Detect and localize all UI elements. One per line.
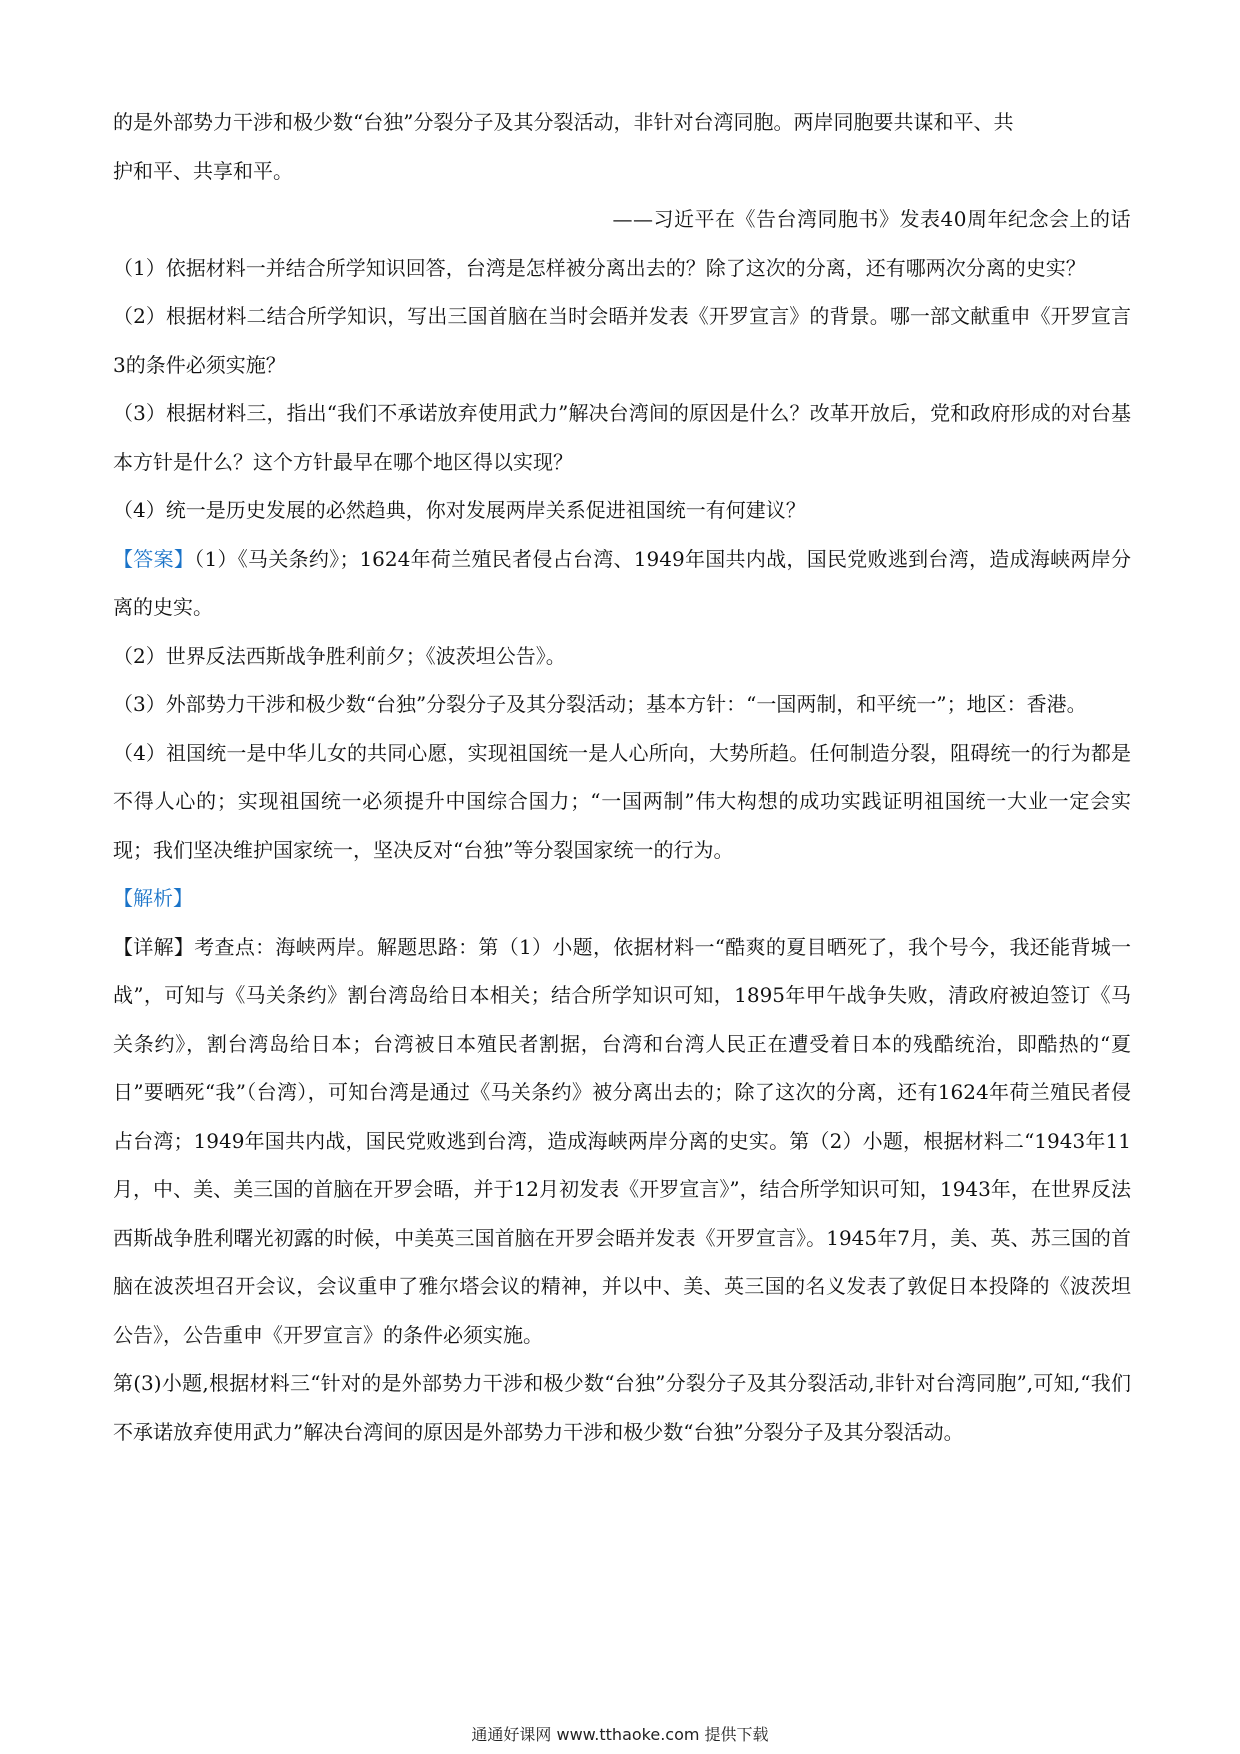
answer-item-4: （4）祖国统一是中华儿女的共同心愿，实现祖国统一是人心所向，大势所趋。任何制造分裂，阻碍统一的行为都是不得人心的；实现祖国统一必须提升中国综合国力；“一国两制”伟大构想的成功实践证明祖国统一大业一定会实现；我们坚决维护国家统一，坚决反对“台独”等分裂国家统一的行为。 bbox=[113, 740, 1131, 862]
answer-item-3: （3）外部势力干涉和极少数“台独”分裂分子及其分裂活动；基本方针：“一国两制，和平统一”；地区：香港。 bbox=[113, 692, 1087, 716]
answer-text-1: （1）《马关条约》；1624年荷兰殖民者侵占台湾、1949年国共内战，国民党败逃到台湾，造成海峡两岸分离的史实。 bbox=[113, 546, 1131, 619]
question-1: （1）依据材料一并结合所学知识回答，台湾是怎样被分离出去的？除了这次的分离，还有哪两次分离的史实？ bbox=[113, 255, 1086, 280]
question-3: （3）根据材料三，指出“我们不承诺放弃使用武力”解决台湾间的原因是什么？改革开放后，党和政府形成的对台基本方针是什么？这个方针最早在哪个地区得以实现？ bbox=[113, 401, 1131, 474]
document-content bbox=[113, 98, 1131, 1456]
question-2: （2）根据材料二结合所学知识，写出三国首脑在当时会晤并发表《开罗宣言》的背景。哪一部文献重申《开罗宣言3的条件必须实施？ bbox=[113, 304, 1131, 377]
answer-tag: 【答案】 bbox=[113, 546, 195, 571]
material-tail-line-2: 护和平、共享和平。 bbox=[113, 158, 293, 183]
answer-item-1 bbox=[113, 535, 1131, 632]
analysis-tag: 【解析】 bbox=[113, 886, 193, 910]
material-source: ——习近平在《告台湾同胞书》发表40周年纪念会上的话 bbox=[612, 207, 1131, 231]
detail-tag: 【详解】 bbox=[113, 934, 195, 959]
material-tail-line-1: 的是外部势力干涉和极少数“台独”分裂分子及其分裂活动，非针对台湾同胞。两岸同胞要共谋和平、共 bbox=[113, 110, 1014, 134]
question-4: （4）统一是历史发展的必然趋典，你对发展两岸关系促进祖国统一有何建议？ bbox=[113, 498, 806, 522]
analysis-text-1: 考查点：海峡两岸。解题思路：第（1）小题，依据材料一“酷爽的夏目晒死了，我个号今，我还能背城一战”，可知与《马关条约》割台湾岛给日本相关；结合所学知识可知，1895年甲午战争失败，清政府被迫签订《马关条约》，割台湾岛给日本；台湾被日本殖民者割据，台湾和台湾人民正在遭受着日本的残酷统治，即酷热的“夏日”要晒死“我”（台湾），可知台湾是通过《马关条约》被分离出去的；除了这次的分离，还有1624年荷兰殖民者侵占台湾；1949年国共内战，国民党败逃到台湾，造成海峡两岸分离的史实。第（2）小题，根据材料二“1943年11月，中、美、美三国的首脑在开罗会晤，并于12月初发表《开罗宣言》”，结合所学知识可知，1943年，在世界反法西斯战争胜利曙光初露的时候，中美英三国首脑在开罗会晤并发表《开罗宣言》。1945年7月，美、英、苏三国的首脑在波茨坦召开会议，会议重申了雅尔塔会议的精神，并以中、美、英三国的名义发表了敦促日本投降的《波茨坦公告》，公告重申《开罗宣言》的条件必须实施。 bbox=[113, 934, 1132, 1347]
analysis-paragraph-1 bbox=[113, 923, 1131, 1360]
analysis-paragraph-2: 第(3)小题,根据材料三“针对的是外部势力干涉和极少数“台独”分裂分子及其分裂活动,非针对台湾同胞”,可知,“我们不承诺放弃使用武力”解决台湾间的原因是外部势力干涉和极少数“台独”分裂分子及其分裂活动。 bbox=[113, 1371, 1131, 1444]
analysis-heading bbox=[113, 874, 1131, 923]
page-footer: 通通好课网 www.tthaoke.com 提供下载 bbox=[471, 1725, 769, 1744]
answer-item-2: （2）世界反法西斯战争胜利前夕；《波茨坦公告》。 bbox=[113, 643, 566, 668]
